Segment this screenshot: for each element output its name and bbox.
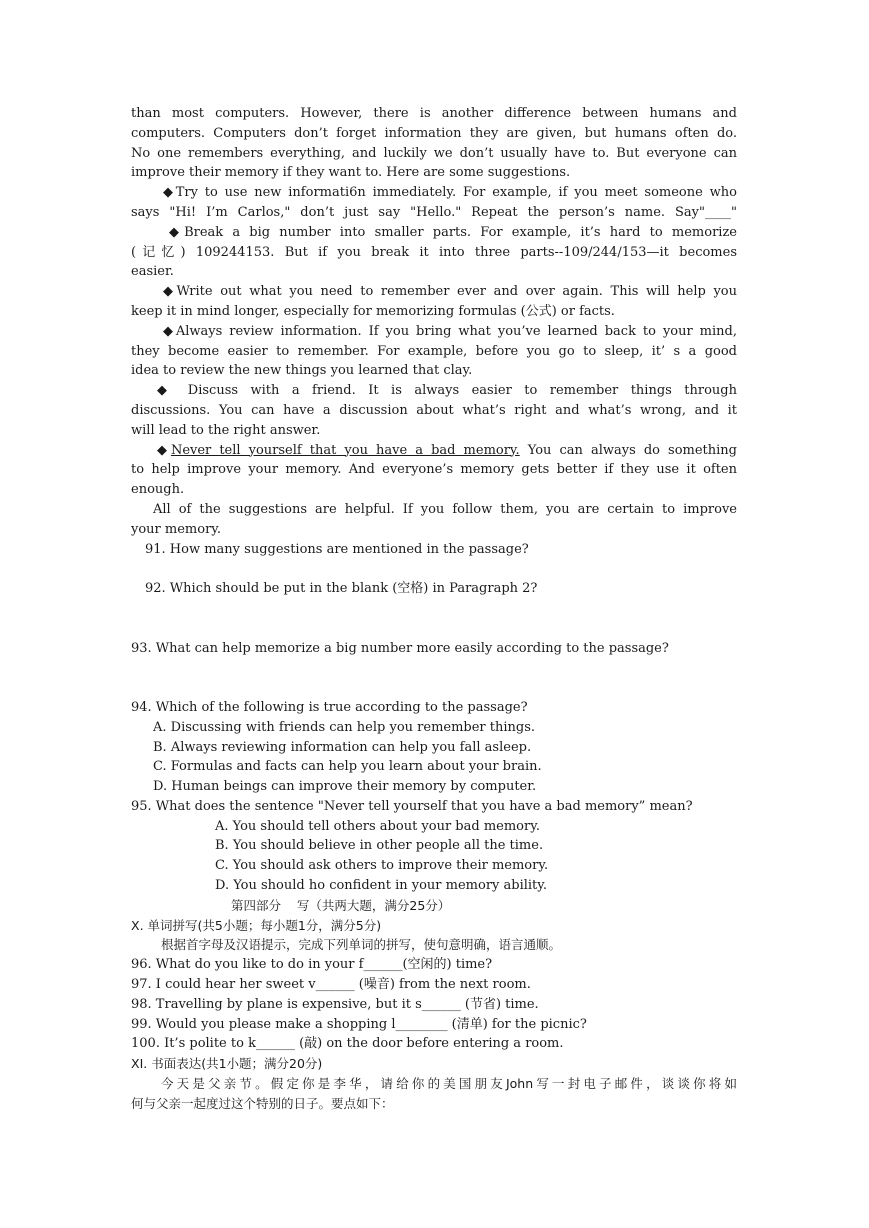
option-b: B. Always reviewing information can help you fall asleep. bbox=[153, 739, 532, 755]
essay-prompt: 何与父亲一起度过这个特别的日子。要点如下： bbox=[131, 1095, 394, 1111]
text-line: ◆Always review information. If you bring what you’ve learned back to your mind, bbox=[163, 323, 737, 339]
text-line: (记忆) 109244153. But if you break it into three parts--109/244/153—it becomes bbox=[131, 244, 737, 260]
options-row bbox=[131, 599, 737, 619]
text-line: than most computers. However, there is another difference between humans and bbox=[131, 106, 737, 121]
text-line: enough. bbox=[131, 482, 185, 498]
part-four bbox=[131, 896, 737, 1114]
text-line: ◆Break a big number into smaller parts. For example, it’s hard to memorize bbox=[169, 224, 737, 240]
section-instructions: 根据首字母及汉语提示，完成下列单词的拼写，使句意明确，语言通顺。 bbox=[161, 937, 562, 953]
question-stem: 92. Which should be put in the blank (空格) in Paragraph 2? bbox=[145, 581, 538, 597]
essay-prompt: 今天是父亲节。假定你是李华，请给你的美国朋友John写一封电子邮件，谈谈你将如 bbox=[161, 1076, 737, 1092]
text-line: idea to review the new things you learned that clay. bbox=[131, 363, 473, 379]
spelling-item: 97. I could hear her sweet v______ (噪音) from the next room. bbox=[131, 977, 531, 993]
text-line: easier. bbox=[131, 264, 174, 280]
text-span: You can always do something bbox=[519, 442, 737, 458]
spelling-item: 100. It’s polite to k______ (敲) on the door before entering a room. bbox=[131, 1036, 564, 1052]
text-line: says "Hi! I’m Carlos," don’t just say "Hello." Repeat the person’s name. Say"____" bbox=[131, 204, 737, 220]
suggestion-item bbox=[131, 223, 737, 282]
text-line: computers. Computers don’t forget information they are given, but humans often do. bbox=[131, 125, 737, 141]
question-stem: 91. How many suggestions are mentioned in the passage? bbox=[145, 541, 529, 557]
question-stem: 95. What does the sentence "Never tell yourself that you have a bad memory” mean? bbox=[131, 798, 693, 814]
option-c: C. Formulas and facts can help you learn about your brain. bbox=[153, 759, 542, 775]
options-row bbox=[131, 658, 737, 678]
spelling-item: 98. Travelling by plane is expensive, but it s______ (节省) time. bbox=[131, 996, 539, 1012]
suggestion-item bbox=[131, 381, 737, 440]
text-line: ◆Write out what you need to remember ever and over again. This will help you bbox=[163, 284, 737, 300]
part-heading: 第四部分 写（共两大题，满分25分） bbox=[231, 897, 451, 913]
options-row bbox=[131, 678, 737, 698]
text-line: will lead to the right answer. bbox=[131, 422, 321, 438]
suggestion-item bbox=[131, 282, 737, 322]
options-row bbox=[131, 619, 737, 639]
text-line: No one remembers everything, and luckily we don’t usually have to. But everyone can bbox=[131, 145, 737, 161]
options-row bbox=[131, 559, 737, 579]
option-a: A. You should tell others about your bad memory. bbox=[215, 818, 540, 834]
option-d: D. Human beings can improve their memory by computer. bbox=[153, 779, 537, 795]
option-d: D. You should ho confident in your memory ability. bbox=[215, 878, 548, 894]
underlined-sentence: Never tell yourself that you have a bad memory. bbox=[170, 442, 520, 458]
section-heading: XI. 书面表达(共1小题；满分20分) bbox=[131, 1056, 323, 1072]
suggestion-item bbox=[131, 441, 737, 500]
spelling-item: 96. What do you like to do in your f______(空闲的) time? bbox=[131, 957, 493, 973]
passage-paragraph bbox=[131, 104, 737, 183]
text-line: ◆Try to use new informati6n immediately. For example, if you meet someone who bbox=[163, 185, 737, 201]
question-stem: 94. Which of the following is true according to the passage? bbox=[131, 699, 528, 715]
option-a: A. Discussing with friends can help you remember things. bbox=[153, 719, 536, 735]
text-line: improve their memory if they want to. Here are some suggestions. bbox=[131, 165, 571, 181]
text-line: they become easier to remember. For example, before you go to sleep, it’ s a good bbox=[131, 343, 737, 359]
text-line: discussions. You can have a discussion about what’s right and what’s wrong, and it bbox=[131, 402, 737, 418]
exam-page bbox=[131, 104, 737, 1114]
passage-conclusion bbox=[131, 500, 737, 540]
text-line: keep it in mind longer, especially for memorizing formulas (公式) or facts. bbox=[131, 303, 615, 319]
text-line bbox=[131, 441, 737, 461]
text-line: ◆ Discuss with a friend. It is always easier to remember things through bbox=[157, 383, 737, 399]
text-line: All of the suggestions are helpful. If you follow them, you are certain to improve bbox=[153, 501, 737, 517]
question-94 bbox=[131, 698, 737, 797]
bullet-diamond: ◆ bbox=[157, 442, 171, 458]
suggestion-item bbox=[131, 183, 737, 223]
question-91 bbox=[131, 540, 737, 580]
question-93 bbox=[131, 639, 737, 698]
question-92 bbox=[131, 579, 737, 638]
text-line: to help improve your memory. And everyone’s memory gets better if they use it often bbox=[131, 462, 737, 478]
section-heading: X. 单词拼写(共5小题；每小题1分，满分5分) bbox=[131, 917, 382, 933]
option-c: C. You should ask others to improve their memory. bbox=[215, 858, 549, 874]
suggestion-item bbox=[131, 322, 737, 381]
question-stem: 93. What can help memorize a big number more easily according to the passage? bbox=[131, 640, 669, 656]
spelling-item: 99. Would you please make a shopping l________ (清单) for the picnic? bbox=[131, 1016, 587, 1032]
text-line: your memory. bbox=[131, 521, 222, 537]
option-b: B. You should believe in other people all the time. bbox=[215, 838, 544, 854]
question-95 bbox=[131, 797, 737, 896]
